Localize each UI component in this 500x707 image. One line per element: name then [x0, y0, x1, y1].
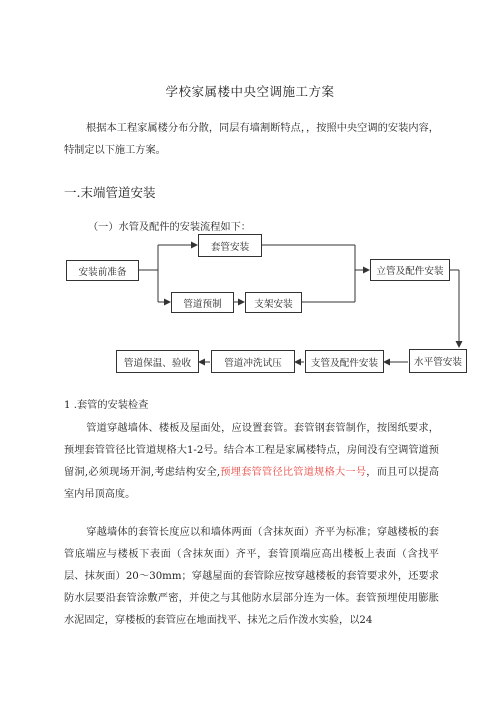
page-title: 学校家属楼中央空调施工方案 [165, 84, 335, 99]
item-heading: 1 .套管的安装检查 [64, 400, 149, 411]
flow-step-prep: 安装前准备 [66, 260, 139, 281]
intro-text: 根据本工程家属楼分布分散，同层有墙割断特点，，按照中央空调的安装内容，特制定以下施工方案。 [64, 123, 439, 156]
flow-step-flush: 管道冲洗试压 [211, 350, 295, 373]
flow-step-riser: 立管及配件安装 [370, 259, 450, 281]
flow-step-support: 支架安装 [245, 292, 302, 313]
flow-step-horizontal: 水平管安装 [409, 349, 467, 373]
flow-step-insulation: 管道保温、验收 [116, 350, 199, 373]
flow-caption: （一）水管及配件的安装流程如下： [88, 222, 251, 233]
paragraph-wall-text: 穿越墙体的套管长度应以和墙体两面（含抹灰面）齐平为标准；穿越楼板的套管底端应与楼板下表面（含抹灰面）齐平，套管顶端应高出楼板上表面（含找平层、抹灰面）20～30mm；穿越屋面的套管除应按穿越楼板的套管要求外，还要求防水层要沿套管涂敷严密，并使之与其他防水层部分连为一体。套管预埋使用膨胀水泥固定，穿楼板的套管应在地面找平、抹光之后作泼水实验，以24 [64, 527, 439, 626]
highlight-text: 预埋套管管径比管道规格大一号 [220, 467, 367, 478]
paragraph-sleeve-tail: ，而且可以提高室内吊顶高度。 [64, 467, 440, 500]
paragraph-sleeve-text: 管道穿越墙体、楼板及屋面处，应设置套管。套管钢套管制作，按图纸要求，预埋套管管径比管道规格大1-2号。结合本工程是家属楼特点，房间没有空调管道预留洞,必须现场开洞,考虑结构安全, [64, 423, 439, 478]
paragraph-sleeve [64, 418, 439, 506]
flow-step-sleeve: 套管安装 [198, 234, 262, 257]
flow-step-branch: 支管及配件安装 [305, 350, 384, 373]
paragraph-wall [64, 522, 439, 632]
section-heading: 一.末端管道安装 [64, 185, 156, 200]
flow-step-pipe-prefab: 管道预制 [171, 292, 234, 313]
